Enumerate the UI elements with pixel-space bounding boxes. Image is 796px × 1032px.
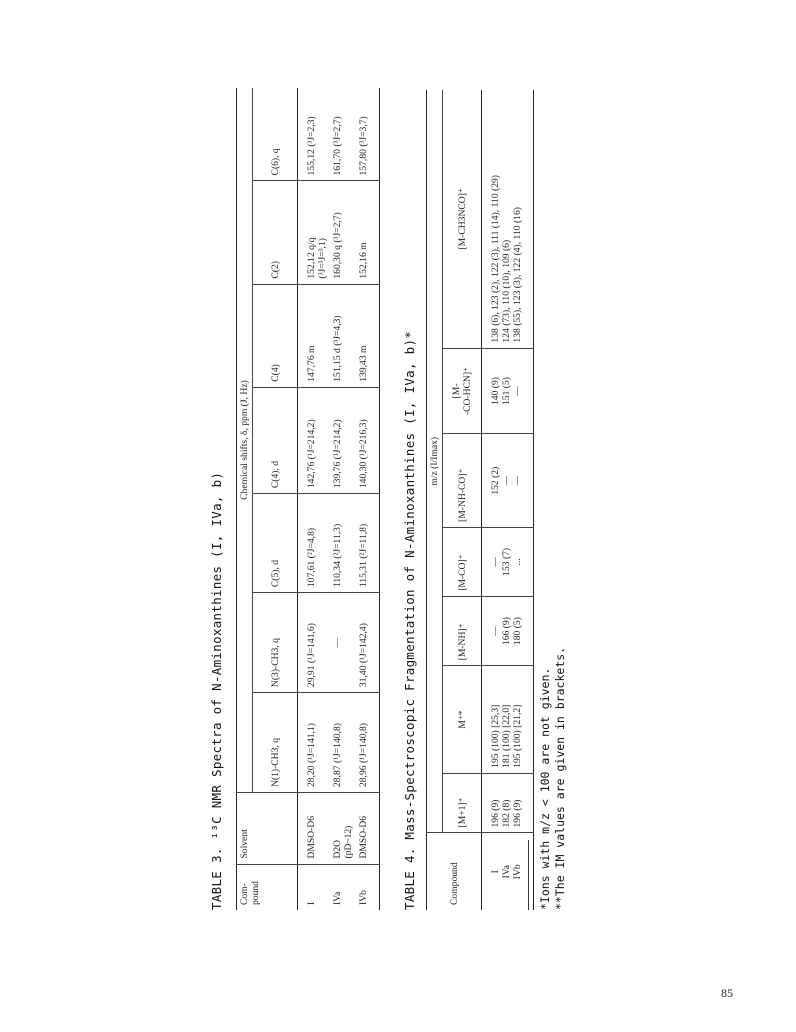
t3-header-group: Chemical shifts, δ, ppm (J, Hz) xyxy=(237,88,253,793)
t3-solvent: D2O (pD~12) xyxy=(330,793,356,865)
t3-cell: 151,15 d (³J=4,3) xyxy=(330,284,356,387)
t4-header-group: m/z (I/Imax) xyxy=(427,90,443,833)
table4 xyxy=(426,90,534,910)
t3-cell: 107,61 (²J=4,8) xyxy=(298,494,331,593)
t3-cell: 160,30 q (³J=2,7) xyxy=(330,181,356,284)
t4-cells-col6: 140 (9) 151 (5) — xyxy=(482,348,534,434)
t3-solvent: DMSO-D6 xyxy=(356,793,380,865)
t3-col-4: C(4), d xyxy=(253,387,298,493)
t4-cells-col3: — 166 (9) 180 (5) xyxy=(482,596,534,666)
t3-cell: 28,20 (¹J=141,1) xyxy=(298,693,331,793)
t3-cell: 139,76 (¹J=214,2) xyxy=(330,387,356,493)
t4-cells-col1: 196 (9) 182 (8) 196 (9) xyxy=(482,773,534,833)
t3-cell: 155,12 (³J=2,3) xyxy=(306,116,317,176)
footnote-1: *Ions with m/z < 100 are not given. xyxy=(538,667,552,910)
t3-cell: 28,87 (¹J=140,8) xyxy=(330,693,356,793)
t3-compound: IVa xyxy=(330,864,356,910)
page-number: 85 xyxy=(721,986,733,1000)
t3-cell: — xyxy=(330,593,356,693)
t4-rows xyxy=(482,90,534,910)
t3-cell: 115,31 (²J=11,8) xyxy=(356,494,380,593)
t3-cell: 161,70 (³J=2,7) xyxy=(332,116,343,176)
t3-row-I xyxy=(298,88,331,910)
t3-cell: 139,43 m xyxy=(356,284,380,387)
t3-cell: 147,76 m xyxy=(298,284,331,387)
footnote-rule xyxy=(528,840,529,910)
t4-col-2: M⁺* xyxy=(443,666,482,773)
t3-solvent: DMSO-D6 xyxy=(298,793,331,865)
t4-col-5: [M-NH-CO]⁺ xyxy=(443,434,482,528)
t3-col-5: C(4) xyxy=(253,284,298,387)
t3-header-compound: Com- pound xyxy=(237,864,298,910)
t3-col-3: C(5), d xyxy=(253,494,298,593)
t4-cells-col7: 138 (6), 123 (2), 122 (3), 111 (14), 110 (29) 124 (73), 110 (10), 109 (6) 138 (55), 123 (3), 122 (4), 110 (16) xyxy=(490,175,523,343)
t4-col-6: [M- -CO-HCN]⁺ xyxy=(443,348,482,434)
t3-col-6: C(2) xyxy=(253,181,298,284)
t3-row-IVa xyxy=(330,88,356,910)
t3-cell: 142,76 (¹J=214,2) xyxy=(298,387,331,493)
t3-cell: 28,96 (¹J=140,8) xyxy=(356,693,380,793)
t3-cell: 31,40 (¹J=142,4) xyxy=(356,593,380,693)
footnote-2: **The IM values are given in brackets. xyxy=(553,646,567,910)
t3-col-7: C(6), q xyxy=(269,148,281,176)
t3-row-IVb xyxy=(356,88,380,910)
t3-header-solvent: Solvent xyxy=(237,793,298,865)
t4-col-7: [M-CH3NCO]⁺ xyxy=(456,188,468,250)
t4-col-3: [M-NH]⁺ xyxy=(443,596,482,666)
t4-header-compound: Compound xyxy=(427,833,482,910)
t3-cell: 152,16 m xyxy=(356,181,380,284)
table3-caption: TABLE 3. ¹³C NMR Spectra of N-Aminoxanthines (I, IVa, b) xyxy=(209,471,224,910)
table3 xyxy=(236,88,380,910)
t4-cells-col4: — 153 (7) ... xyxy=(482,527,534,596)
t3-compound: I xyxy=(298,864,331,910)
t3-cell: 29,91 (¹J=141,6) xyxy=(298,593,331,693)
t3-col-2: N(3)-CH3, q xyxy=(253,593,298,693)
t3-cell: 140,30 (¹J=216,3) xyxy=(356,387,380,493)
t3-cell: 152,12 q/q (³J=³J=³,1) xyxy=(298,181,331,284)
t4-cells-col2: 195 (100) [25,3] 181 (100) [22,0] 195 (100) [21,2] xyxy=(482,666,534,773)
t3-col-1: N(1)-CH3, q xyxy=(253,693,298,793)
t3-cell: 110,34 (²J=11,3) xyxy=(330,494,356,593)
t3-cell: 157,80 (³J=3,7) xyxy=(358,116,369,176)
t3-compound: IVb xyxy=(356,864,380,910)
t4-col-1: [M+1]⁺ xyxy=(443,773,482,833)
t4-compounds: I IVa IVb xyxy=(482,833,534,910)
t4-col-4: [M-CO]⁺ xyxy=(443,527,482,596)
table4-caption: TABLE 4. Mass-Spectroscopic Fragmentation of N-Aminoxanthines (I, IVa, b)* xyxy=(402,330,417,910)
t4-cells-col5: 152 (2) — — xyxy=(482,434,534,528)
